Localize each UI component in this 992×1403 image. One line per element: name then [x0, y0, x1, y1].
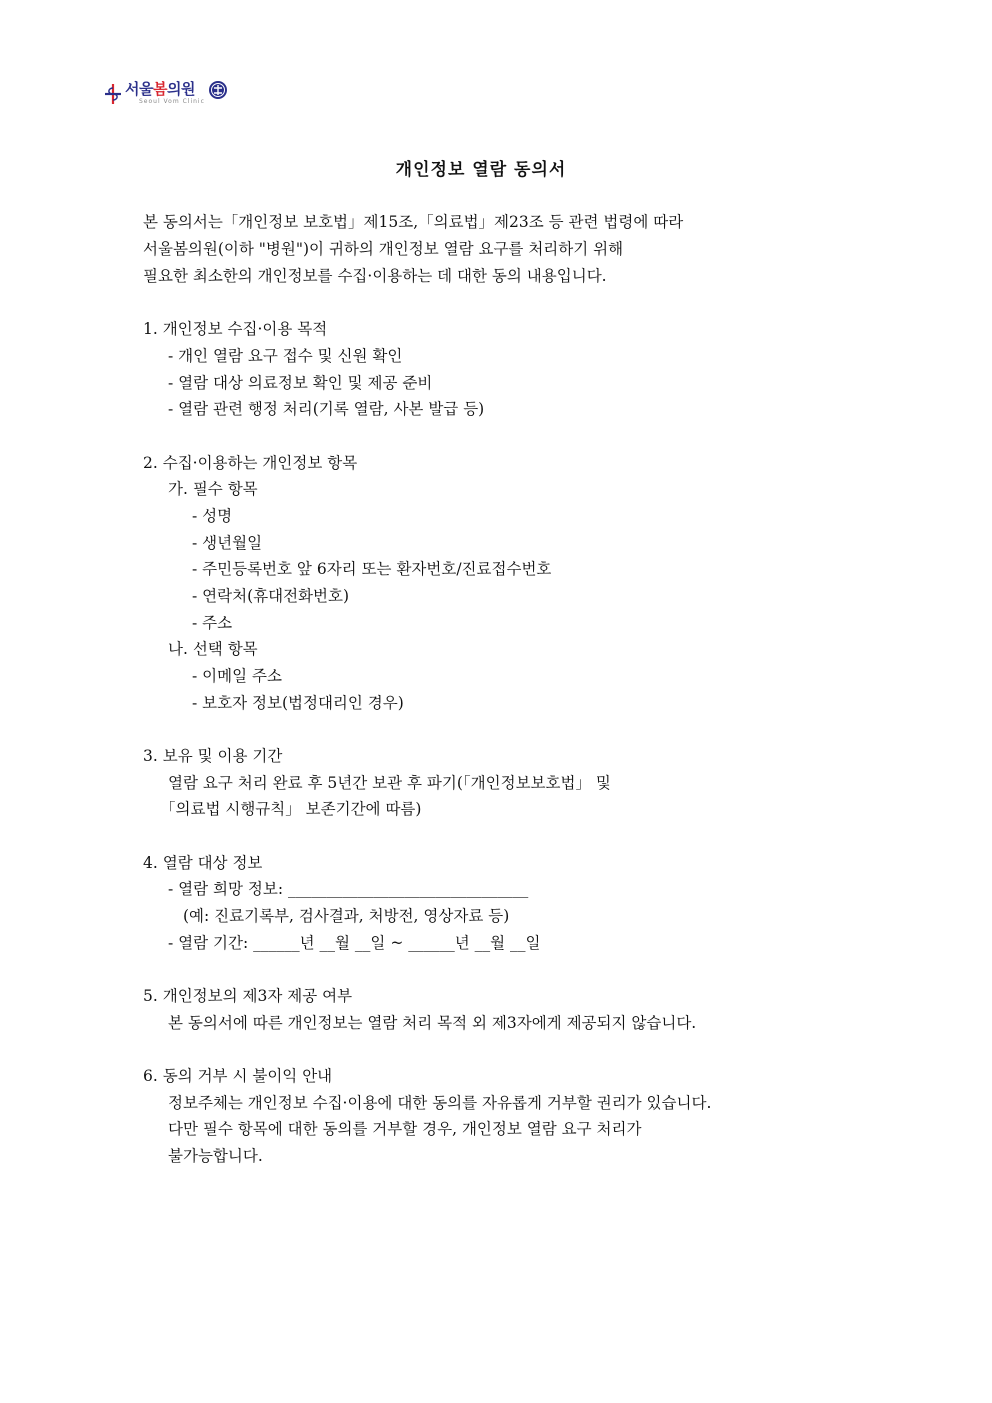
- info-requested-field: - 열람 희망 정보: _______________________________: [168, 880, 529, 898]
- subheading: 가. 필수 항목: [168, 480, 258, 498]
- seal-icon: [208, 80, 228, 100]
- paragraph-line: 「의료법 시행규칙」 보존기간에 따름): [160, 800, 422, 818]
- document-title: 개인정보 열람 동의서: [395, 160, 567, 180]
- intro-line: 본 동의서는「개인정보 보호법」제15조,「의료법」제23조 등 관련 법령에 따라: [143, 213, 684, 231]
- list-item: - 성명: [192, 507, 233, 525]
- list-item: - 보호자 정보(법정대리인 경우): [192, 694, 404, 712]
- section-heading: 2. 수집·이용하는 개인정보 항목: [143, 454, 358, 472]
- example-note: (예: 진료기록부, 검사결과, 처방전, 영상자료 등): [183, 907, 510, 925]
- section-heading: 3. 보유 및 이용 기간: [143, 747, 283, 765]
- intro-line: 필요한 최소한의 개인정보를 수집·이용하는 데 대한 동의 내용입니다.: [143, 267, 607, 285]
- subheading: 나. 선택 항목: [168, 640, 258, 658]
- list-item: - 개인 열람 요구 접수 및 신원 확인: [168, 347, 403, 365]
- section-heading: 5. 개인정보의 제3자 제공 여부: [143, 987, 353, 1005]
- list-item: - 주민등록번호 앞 6자리 또는 환자번호/진료접수번호: [192, 560, 552, 578]
- clinic-name: 서울봄의원: [125, 80, 195, 98]
- paragraph-line: 열람 요구 처리 완료 후 5년간 보관 후 파기(「개인정보보호법」 및: [168, 774, 611, 792]
- list-item: - 생년월일: [192, 534, 263, 552]
- period-field: - 열람 기간: ______년 __월 __일 ~ ______년 __월 __일: [168, 934, 541, 952]
- paragraph-line: 본 동의서에 따른 개인정보는 열람 처리 목적 외 제3자에게 제공되지 않습니다.: [168, 1014, 697, 1032]
- list-item: - 연락처(휴대전화번호): [192, 587, 350, 605]
- clinic-subtitle: Seoul Vom Clinic: [139, 98, 205, 105]
- section-heading: 6. 동의 거부 시 불이익 안내: [143, 1067, 333, 1085]
- list-item: - 열람 관련 행정 처리(기록 열람, 사본 발급 등): [168, 400, 485, 418]
- paragraph-line: 불가능합니다.: [168, 1147, 263, 1165]
- list-item: - 이메일 주소: [192, 667, 282, 685]
- list-item: - 열람 대상 의료정보 확인 및 제공 준비: [168, 374, 433, 392]
- clinic-logo: [103, 80, 228, 106]
- list-item: - 주소: [192, 614, 233, 632]
- cross-logo-icon: [103, 82, 123, 106]
- section-heading: 1. 개인정보 수집·이용 목적: [143, 320, 328, 338]
- section-heading: 4. 열람 대상 정보: [143, 854, 263, 872]
- intro-line: 서울봄의원(이하 "병원")이 귀하의 개인정보 열람 요구를 처리하기 위해: [143, 240, 624, 258]
- paragraph-line: 정보주체는 개인정보 수집·이용에 대한 동의를 자유롭게 거부할 권리가 있습니다.: [168, 1094, 712, 1112]
- paragraph-line: 다만 필수 항목에 대한 동의를 거부할 경우, 개인정보 열람 요구 처리가: [168, 1120, 642, 1138]
